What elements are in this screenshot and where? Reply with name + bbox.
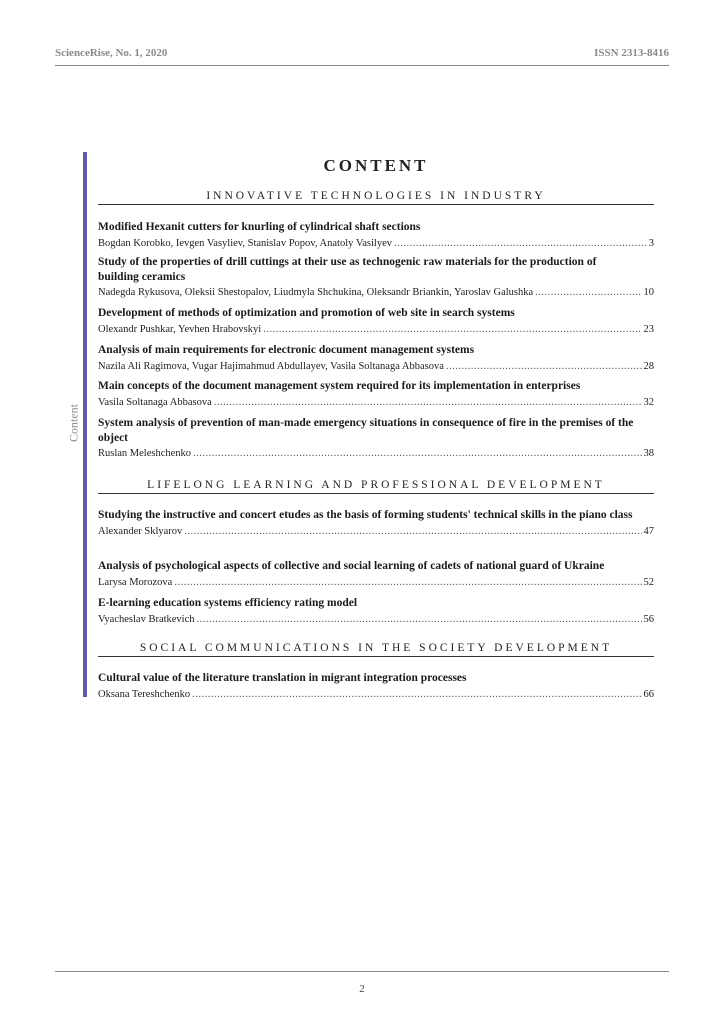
article-title[interactable]: Development of methods of optimization and promotion of web site in search systems	[98, 307, 515, 319]
page-number: 38	[643, 448, 654, 459]
toc-entry[interactable]	[98, 379, 654, 409]
article-authors: Nazila Ali Ragimova, Vugar Hajimahmud Abdullayev, Vasila Soltanaga Abbasova	[98, 360, 444, 372]
leader-dots	[535, 286, 641, 299]
article-authors: Bogdan Korobko, Ievgen Vasyliev, Stanislav Popov, Anatoly Vasilyev	[98, 237, 392, 249]
page-number: 47	[643, 525, 654, 537]
page-number: 56	[643, 613, 654, 625]
article-title[interactable]: E-learning education systems efficiency rating model	[98, 597, 358, 609]
side-label: Content	[66, 404, 81, 442]
article-title[interactable]: Cultural value of the literature translation in migrant integration processes	[98, 672, 467, 684]
section-heading-social: SOCIAL COMMUNICATIONS IN THE SOCIETY DEVELOPMENT	[98, 642, 654, 657]
article-title[interactable]: System analysis of prevention of man-made emergency situations in consequence of fire in the premises of the object	[98, 417, 634, 444]
footer-divider	[55, 971, 669, 972]
leader-dots	[184, 525, 641, 538]
section-heading-lifelong: LIFELONG LEARNING AND PROFESSIONAL DEVELOPMENT	[98, 479, 654, 494]
article-title[interactable]: Study of the properties of drill cuttings at their use as technogenic raw materials for the production of building ceramics	[98, 256, 597, 283]
leader-dots	[174, 576, 641, 589]
toc-entry[interactable]	[98, 220, 654, 250]
article-authors: Vyacheslav Bratkevich	[98, 613, 195, 625]
sidebar-accent-bar	[83, 152, 87, 697]
toc-entry[interactable]	[98, 671, 654, 701]
page-number: 10	[643, 287, 654, 298]
page-number: 32	[643, 396, 654, 408]
issn: ISSN 2313-8416	[594, 47, 669, 59]
article-title[interactable]: Analysis of main requirements for electronic document management systems	[98, 344, 475, 356]
article-title[interactable]: Modified Hexanit cutters for knurling of cylindrical shaft sections	[98, 221, 421, 233]
leader-dots	[214, 396, 642, 409]
page-number: 23	[643, 323, 654, 335]
toc-entry[interactable]	[98, 559, 654, 589]
toc-entry[interactable]	[98, 508, 654, 538]
leader-dots	[192, 688, 641, 701]
article-authors: Olexandr Pushkar, Yevhen Hrabovskyi	[98, 323, 262, 335]
page-number: 3	[648, 237, 654, 249]
journal-name: ScienceRise, No. 1, 2020	[55, 47, 168, 59]
article-authors: Oksana Tereshchenko	[98, 688, 191, 700]
leader-dots	[263, 323, 641, 336]
article-title[interactable]: Analysis of psychological aspects of collective and social learning of cadets of national guard of Ukraine	[98, 560, 605, 572]
article-title[interactable]: Main concepts of the document management system required for its implementation in enterprises	[98, 380, 581, 392]
page-number: 52	[643, 576, 654, 588]
leader-dots	[193, 447, 641, 460]
toc-entry[interactable]	[98, 255, 654, 299]
leader-dots	[446, 360, 642, 373]
leader-dots	[197, 613, 642, 626]
toc-entry[interactable]	[98, 306, 654, 336]
article-title[interactable]: Studying the instructive and concert etudes as the basis of forming students' technical skills in the piano class	[98, 509, 633, 521]
page-title: CONTENT	[323, 156, 429, 175]
article-authors: Ruslan Meleshchenko	[98, 448, 192, 459]
leader-dots	[394, 237, 647, 250]
toc-entry[interactable]	[98, 416, 654, 460]
toc-entry[interactable]	[98, 343, 654, 373]
footer-page-number: 2	[359, 983, 365, 995]
article-authors: Larysa Morozova	[98, 576, 173, 588]
article-authors: Nadegda Rykusova, Oleksii Shestopalov, Liudmyla Shchukina, Oleksandr Briankin, Yaroslav Galushka	[98, 287, 534, 298]
page-number: 28	[643, 360, 654, 372]
section-heading-innovative: INNOVATIVE TECHNOLOGIES IN INDUSTRY	[98, 190, 654, 205]
page-number: 66	[643, 688, 654, 700]
article-authors: Vasila Soltanaga Abbasova	[98, 396, 212, 408]
page-header	[55, 45, 669, 66]
article-authors: Alexander Sklyarov	[98, 525, 183, 537]
toc-entry[interactable]	[98, 596, 654, 626]
